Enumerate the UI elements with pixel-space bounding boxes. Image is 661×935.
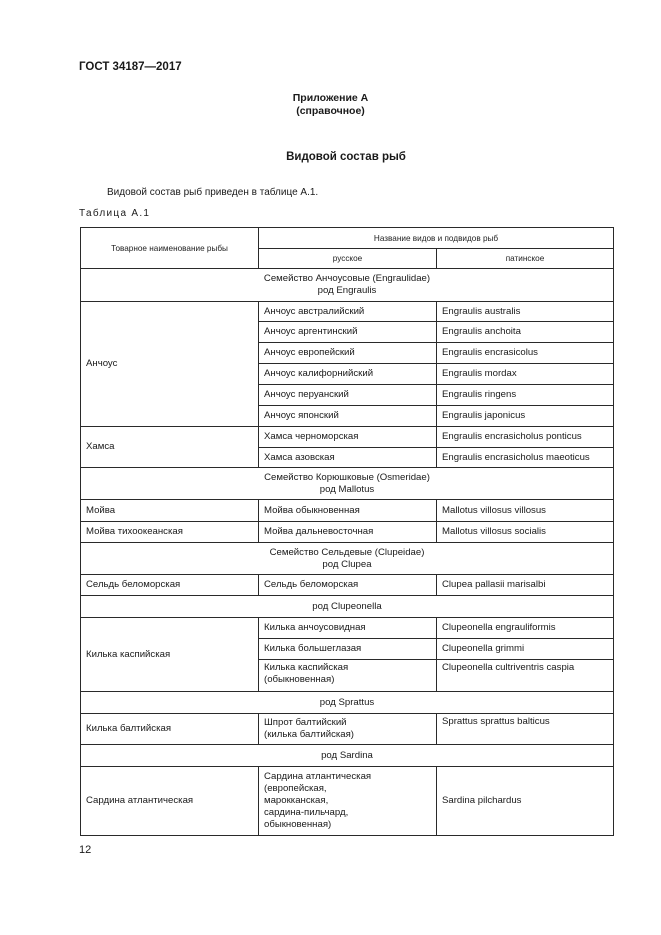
- russian-name-line: Шпрот балтийский: [264, 717, 347, 728]
- russian-name-cell: Анчоус японский: [259, 406, 437, 427]
- trade-name-cell: Килька каспийская: [81, 618, 259, 692]
- family-row: [81, 269, 614, 302]
- trade-name-cell: Мойва тихоокеанская: [81, 522, 259, 543]
- header-russian: русское: [259, 249, 437, 269]
- trade-name-cell: Сельдь беломорская: [81, 575, 259, 596]
- latin-name-cell: Engraulis anchoita: [437, 322, 614, 343]
- appendix-title: Приложение А: [292, 92, 369, 104]
- species-table: [80, 227, 614, 836]
- trade-name-cell: Сардина атлантическая: [81, 767, 259, 836]
- header-trade-name: Товарное наименование рыбы: [81, 228, 259, 269]
- russian-name-line: Килька каспийская: [264, 662, 349, 673]
- family-name: Семейство Сельдевые (Clupeidae): [269, 546, 425, 558]
- latin-name-cell: Engraulis australis: [437, 302, 614, 322]
- page-number: 12: [79, 844, 92, 856]
- appendix-heading: [0, 92, 661, 118]
- russian-name-line: Сардина атлантическая: [264, 771, 372, 782]
- russian-name-cell: Килька большеглазая: [259, 639, 437, 660]
- russian-name-cell: Мойва дальневосточная: [259, 522, 437, 543]
- russian-name-line: (обыкновенная): [264, 674, 335, 685]
- table-caption: Таблица А.1: [79, 208, 151, 219]
- trade-name-cell: Мойва: [81, 500, 259, 522]
- latin-name-cell: Clupeonella engrauliformis: [437, 618, 614, 639]
- genus-name: род Engraulis: [317, 285, 377, 296]
- appendix-subtitle: (справочное): [296, 105, 365, 117]
- latin-name-cell: Clupea pallasii marisalbi: [437, 575, 614, 596]
- family-name: Семейство Анчоусовые (Engraulidae): [263, 273, 431, 284]
- russian-name-cell: [259, 714, 437, 745]
- family-name: Семейство Корюшковые (Osmeridae): [264, 471, 430, 483]
- header-latin: патинское: [437, 249, 614, 269]
- russian-name-cell: Анчоус европейский: [259, 343, 437, 364]
- russian-name-line: обыкновенная): [264, 819, 332, 830]
- intro-text: Видовой состав рыб приведен в таблице А.1.: [107, 187, 319, 198]
- russian-name-line: (килька балтийская): [264, 729, 355, 740]
- latin-name-cell: Engraulis ringens: [437, 385, 614, 406]
- russian-name-cell: Анчоус перуанский: [259, 385, 437, 406]
- russian-name-cell: Мойва обыкновенная: [259, 500, 437, 522]
- russian-name-line: марокканская,: [264, 795, 329, 806]
- russian-name-cell: Килька анчоусовидная: [259, 618, 437, 639]
- genus-name: род Clupea: [322, 558, 372, 570]
- trade-name-cell: Анчоус: [81, 302, 259, 427]
- section-title: Видовой состав рыб: [286, 151, 406, 163]
- genus-row: род Sardina: [81, 745, 614, 767]
- standard-header: ГОСТ 34187—2017: [79, 61, 182, 73]
- latin-name-cell: Clupeonella grimmi: [437, 639, 614, 660]
- russian-name-line: (европейская,: [264, 783, 327, 794]
- family-row: [81, 543, 614, 575]
- latin-name-cell: Engraulis encrasicholus ponticus: [437, 427, 614, 448]
- russian-name-cell: Хамса азовская: [259, 448, 437, 468]
- latin-name-cell: Engraulis mordax: [437, 364, 614, 385]
- latin-name-cell: Sprattus sprattus balticus: [437, 714, 614, 745]
- latin-name-cell: Engraulis encrasicholus maeoticus: [437, 448, 614, 468]
- russian-name-cell: Анчоус калифорнийский: [259, 364, 437, 385]
- russian-name-cell: Анчоус австралийский: [259, 302, 437, 322]
- genus-row: род Clupeonella: [81, 596, 614, 618]
- genus-row: род Sprattus: [81, 692, 614, 714]
- latin-name-cell: Mallotus villosus villosus: [437, 500, 614, 522]
- russian-name-line: сардина-пильчард,: [264, 807, 349, 818]
- latin-name-cell: Engraulis encrasicolus: [437, 343, 614, 364]
- header-species-names: Название видов и подвидов рыб: [259, 228, 614, 249]
- latin-name-cell: Clupeonella cultriventris caspia: [437, 660, 614, 692]
- latin-name-cell: Mallotus villosus socialis: [437, 522, 614, 543]
- family-row: [81, 468, 614, 500]
- russian-name-cell: Сельдь беломорская: [259, 575, 437, 596]
- russian-name-cell: Хамса черноморская: [259, 427, 437, 448]
- russian-name-cell: [259, 767, 437, 836]
- russian-name-cell: [259, 660, 437, 692]
- latin-name-cell: Sardina pilchardus: [437, 767, 614, 836]
- russian-name-cell: Анчоус аргентинский: [259, 322, 437, 343]
- trade-name-cell: Килька балтийская: [81, 714, 259, 745]
- genus-name: род Mallotus: [319, 483, 375, 495]
- latin-name-cell: Engraulis japonicus: [437, 406, 614, 427]
- trade-name-cell: Хамса: [81, 427, 259, 468]
